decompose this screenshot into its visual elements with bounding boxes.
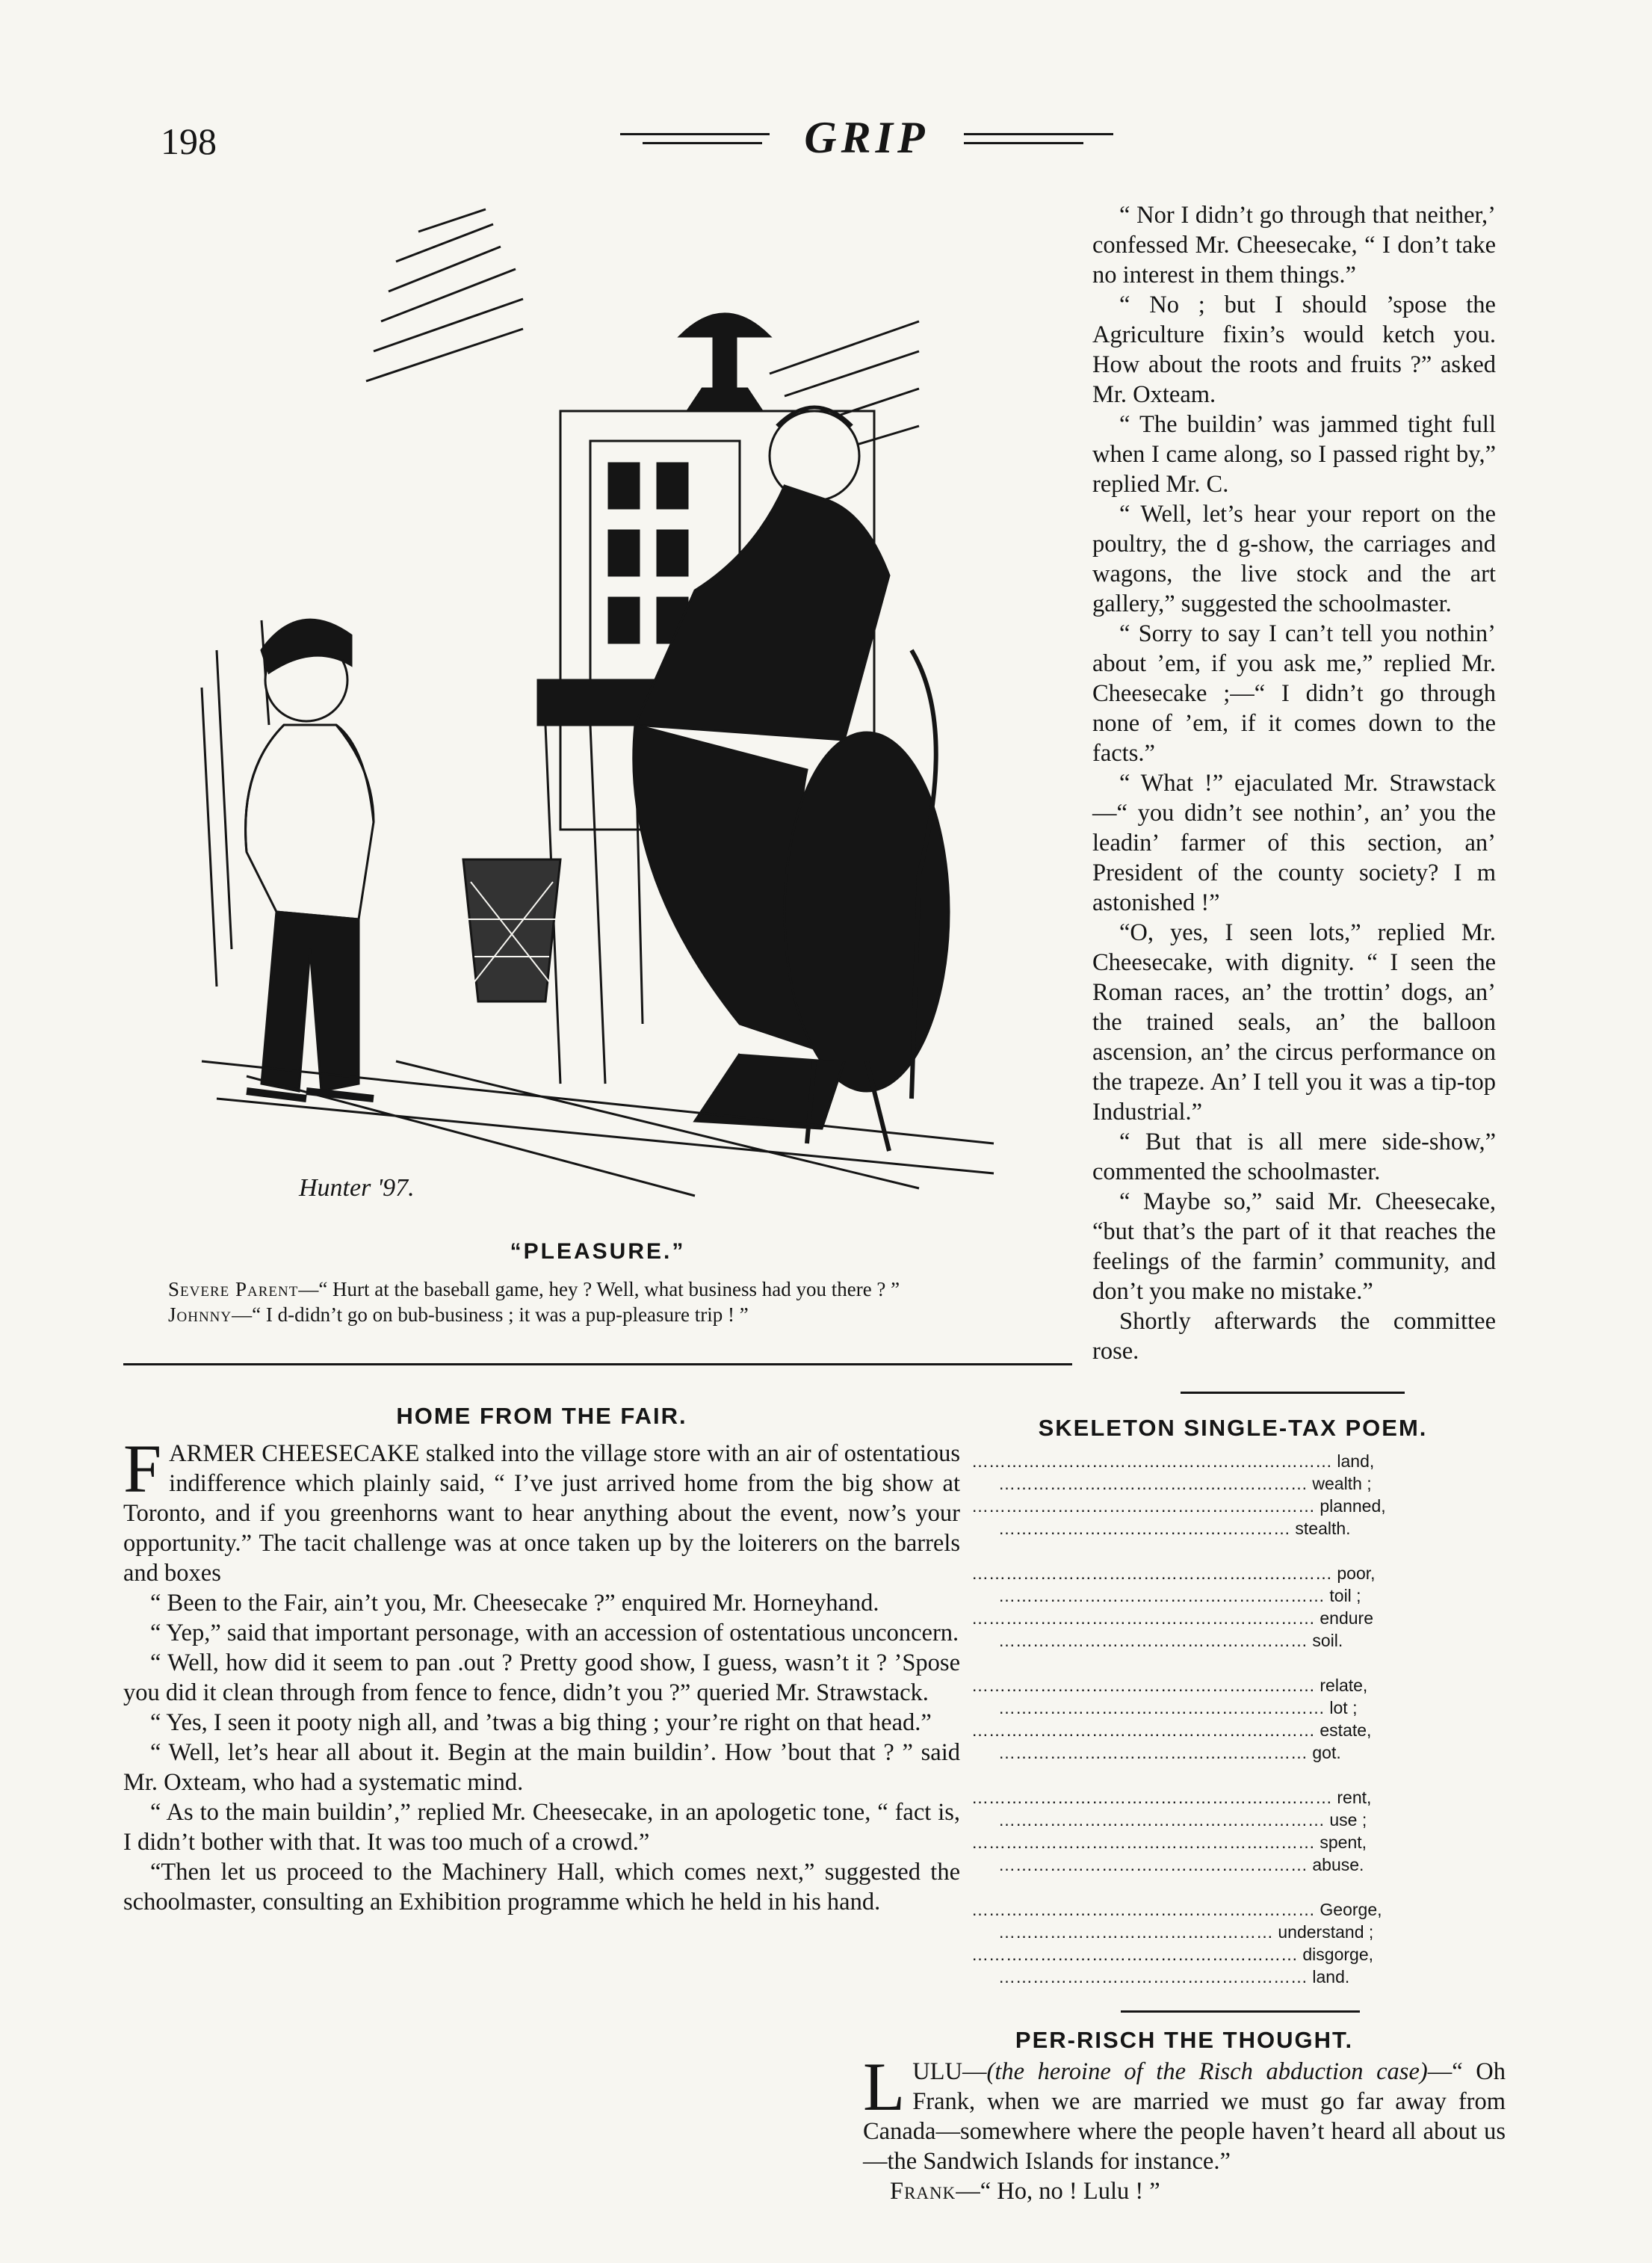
speaker-lulu: ULU— [912,2058,987,2085]
poem-divider [1121,2010,1360,2013]
paragraph: “ Yep,” said that important personage, with an accession of ostentatious unconcern. [150,1620,959,1646]
poem-stanza [971,1450,1464,1540]
speech-frank: —“ Ho, no ! Lulu ! ” [956,2178,1160,2205]
poem-word: estate, [1320,1720,1372,1740]
poem-line: ……………………………………………… wealth ; [998,1474,1372,1493]
poem-word: relate, [1320,1676,1368,1695]
paragraph: “ Maybe so,” said Mr. Cheesecake, “but that’s the part of it that reaches the feelings of the farmin’ community, and don’t you make no mistake.” [1092,1188,1496,1305]
caption-line-johnny: —“ I d-didn’t go on bub-business ; it was a pup-pleasure trip ! ” [232,1303,749,1326]
dropcap-f: F [123,1430,162,1507]
per-risch-title: PER-RISCH THE THOUGHT. [1015,2027,1354,2053]
poem-word: land, [1337,1451,1375,1471]
paragraph: “ Yes, I seen it pooty nigh all, and ’twas a big thing ; your’re right on that head.” [150,1709,932,1736]
poem-line: ……………………………………………………… poor, [971,1563,1376,1583]
caption-line-parent: —“ Hurt at the baseball game, hey ? Well, what business had you there ? ” [298,1278,900,1300]
poem-word: stealth. [1295,1519,1351,1538]
speaker-frank: Frank [890,2178,956,2205]
poem-word: understand ; [1278,1922,1374,1942]
poem-line: …………………………………………………… estate, [971,1720,1372,1740]
paragraph: “ The buildin’ was jammed tight full when I came along, so I passed right by,” replied Mr. C. [1092,411,1496,498]
paragraph: “ But that is all mere side-show,” commented the schoolmaster. [1092,1129,1496,1185]
speaker-lulu-note: (the heroine of the Risch abduction case) [986,2058,1428,2085]
poem-word: got. [1312,1743,1341,1762]
caption-divider [123,1363,1072,1365]
speech-lulu: —“ Oh Frank, when we are married we must go far away from Canada—somewhere where the people haven’t heard all about us—the Sandwich Islands for instance.” [863,2058,1506,2175]
poem-line: ………………………………………………… lot ; [998,1698,1358,1717]
poem-word: use ; [1329,1810,1367,1830]
paragraph: “ Nor I didn’t go through that neither,’ confessed Mr. Cheesecake, “ I don’t take no interest in them things.” [1092,202,1496,288]
poem-line: ……………………………………………… land. [998,1967,1350,1986]
home-from-fair-article [123,1430,960,1917]
paragraph: Shortly afterwards the committee rose. [1092,1308,1496,1365]
dropcap-l: L [863,2049,906,2125]
paragraph: “ Well, let’s hear all about it. Begin at the main buildin’. How ’bout that ? ” said Mr. Oxteam, who had a systematic mind. [123,1739,960,1796]
poem-line: …………………………………………… stealth. [998,1519,1351,1538]
right-column-divider [1181,1392,1405,1394]
paragraph: “ Well, let’s hear your report on the poultry, the d g-show, the carriages and wagons, the live stock and the art gallery,” suggested the schoolmaster. [1092,501,1496,617]
poem-line: …………………………………………………… George, [971,1900,1382,1919]
poem-word: spent, [1320,1833,1367,1852]
cartoon-caption [123,1276,1072,1327]
page-number: 198 [161,120,217,162]
poem-line: ……………………………………………… abuse. [998,1855,1364,1874]
poem-line: …………………………………………………… relate, [971,1676,1368,1695]
poem-stanza [971,1562,1464,1652]
masthead-title: GRIP [804,113,929,162]
caption-speaker-johnny: Johnny [168,1303,232,1326]
poem-word: soil. [1312,1631,1343,1650]
paragraph: “ Been to the Fair, ain’t you, Mr. Cheesecake ?” enquired Mr. Horneyhand. [150,1590,879,1617]
poem-word: wealth ; [1312,1474,1372,1493]
poem-line: ……………………………………………………… rent, [971,1788,1372,1807]
poem-title: SKELETON SINGLE-TAX POEM. [1038,1415,1428,1441]
paragraph: “ Sorry to say I can’t tell you nothin’ about ’em, if you ask me,” replied Mr. Cheesecake ;—“ I didn’t go through none of ’em, if it comes down to the facts.” [1092,620,1496,767]
paragraph: “ What !” ejaculated Mr. Strawstack —“ you didn’t see nothin’, an’ you the leadin’ farmer of this section, an’ President of the county society? I m astonished !” [1092,770,1496,916]
poem-line: ………………………………………… understand ; [998,1922,1374,1942]
poem-word: planned, [1320,1496,1386,1516]
per-risch-article [863,2049,1506,2206]
poem-word: land. [1312,1967,1350,1986]
masthead [613,112,1121,164]
poem-word: poor, [1337,1563,1376,1583]
poem-line: ………………………………………………… toil ; [998,1586,1361,1605]
right-column-text [1092,200,1496,1366]
poem-stanza [971,1674,1464,1764]
poem-word: rent, [1337,1788,1372,1807]
poem-line: ……………………………………………… soil. [998,1631,1343,1650]
poem-word: toil ; [1329,1586,1361,1605]
cartoon-illustration [172,202,1068,1226]
first-paragraph: ARMER CHEESECAKE stalked into the village store with an air of ostentatious indifference which plainly said, “ I’ve just arrived home from the big show at Toronto, and if you greenhorns want to hear anything about the event, now’s your opportunity.” The tacit challenge was at once taken up by the loiterers on the barrels and boxes [123,1440,960,1587]
poem-body [971,1450,1464,1988]
poem-line: …………………………………………………… planned, [971,1496,1386,1516]
caption-speaker-parent: Severe Parent [168,1278,299,1300]
poem-line: …………………………………………………… endure [971,1608,1374,1628]
home-from-fair-title: HOME FROM THE FAIR. [396,1403,687,1429]
poem-stanza [971,1898,1464,1988]
poem-word: George, [1320,1900,1382,1919]
poem-word: lot ; [1329,1698,1358,1717]
cartoon-caption-title: “PLEASURE.” [510,1239,686,1264]
poem-line: ……………………………………………………… land, [971,1451,1375,1471]
poem-line: ………………………………………………… use ; [998,1810,1367,1830]
poem-line: ………………………………………………… disgorge, [971,1945,1374,1964]
cartoon-signature: Hunter '97. [299,1174,415,1202]
paragraph: “O, yes, I seen lots,” replied Mr. Cheesecake, with dignity. “ I seen the Roman races, an’ the trottin’ dogs, an’ the trained seals, an’ the balloon ascension, an’ the circus performance on the trapeze. An’ I tell you it was a tip-top Industrial.” [1092,919,1496,1126]
poem-line: …………………………………………………… spent, [971,1833,1367,1852]
poem-word: endure [1320,1608,1374,1628]
paragraph: “ Well, how did it seem to pan .out ? Pretty good show, I guess, wasn’t it ? ’Spose you did it clean through from fence to fence, didn’t you ?” queried Mr. Strawstack. [123,1649,960,1706]
poem-stanza [971,1786,1464,1876]
poem-word: abuse. [1312,1855,1364,1874]
poem-word: disgorge, [1302,1945,1374,1964]
poem-line: ……………………………………………… got. [998,1743,1341,1762]
paragraph: “ No ; but I should ’spose the Agriculture fixin’s would ketch you. How about the roots and fruits ?” asked Mr. Oxteam. [1092,291,1496,408]
paragraph: “Then let us proceed to the Machinery Hall, which comes next,” suggested the schoolmaster, consulting an Exhibition programme which he held in his hand. [123,1859,960,1915]
paragraph: “ As to the main buildin’,” replied Mr. Cheesecake, in an apologetic tone, “ fact is, I didn’t bother with that. It was too much of a crowd.” [123,1799,960,1856]
